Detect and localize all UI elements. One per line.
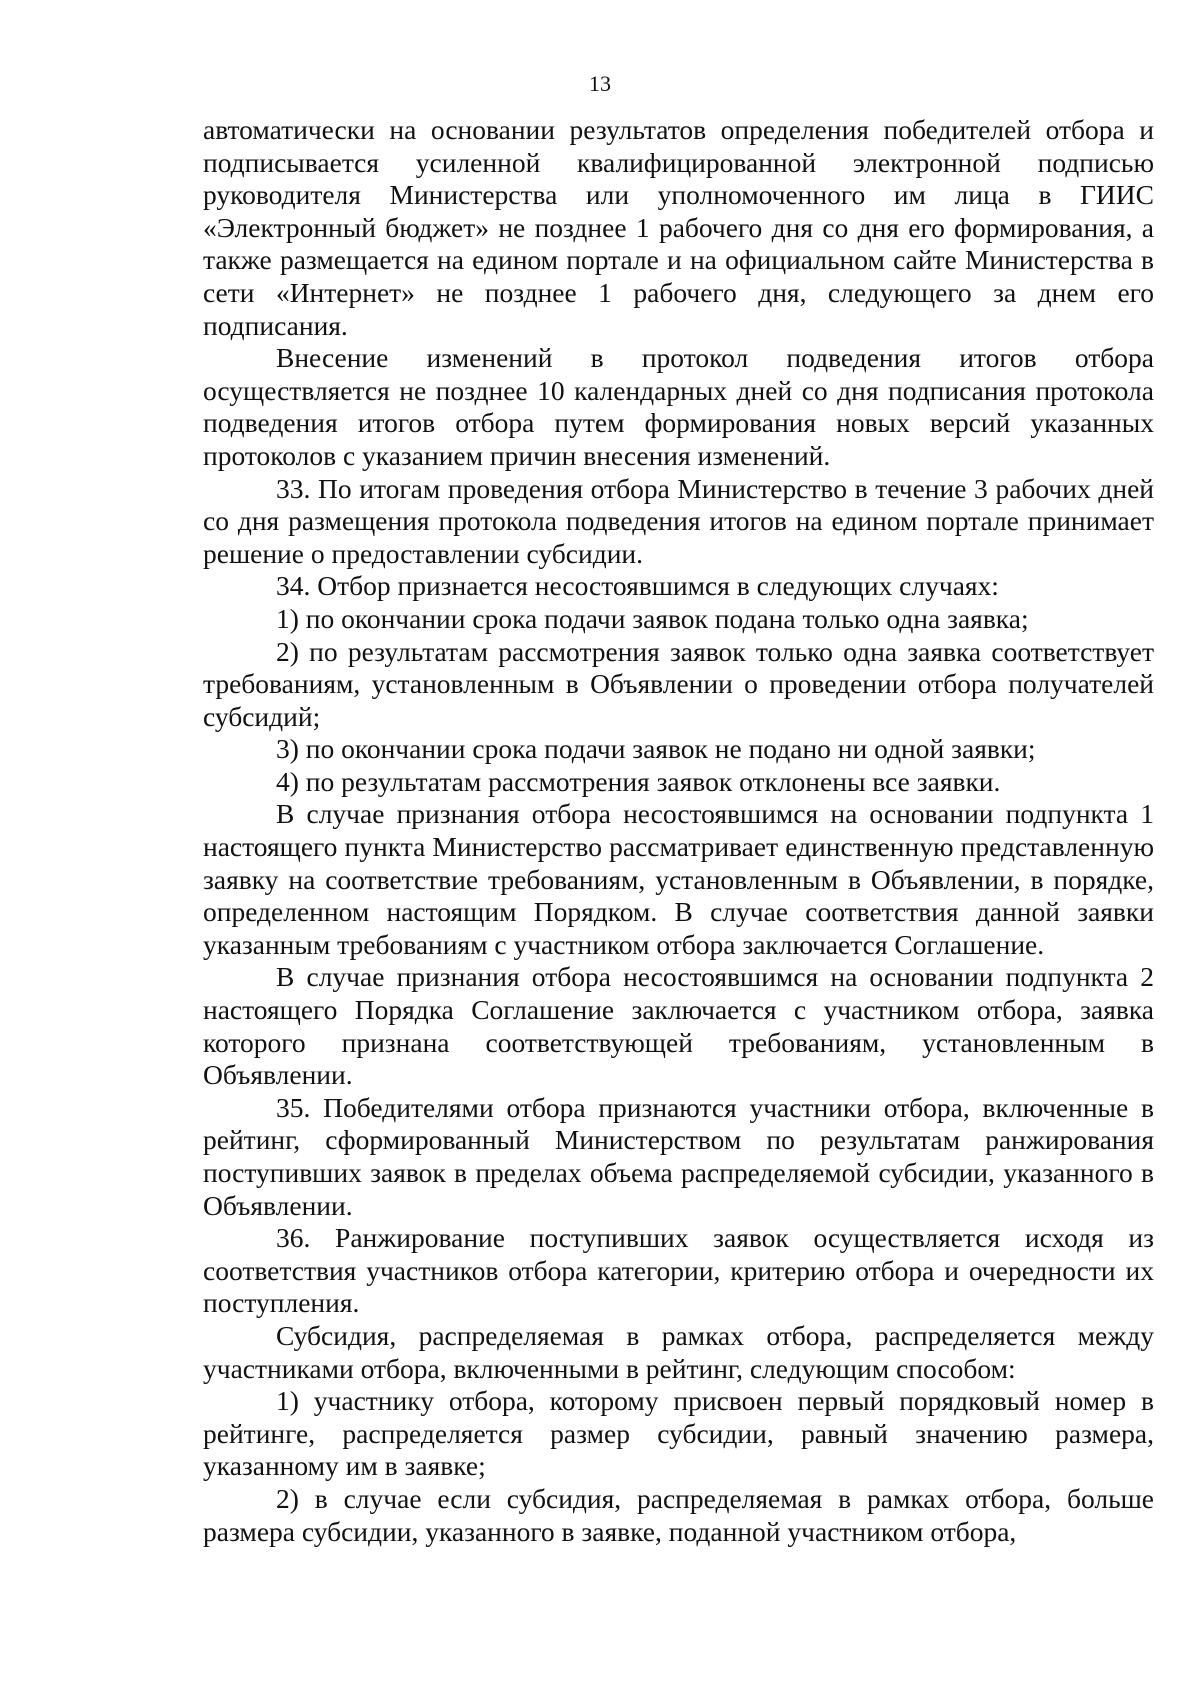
document-body	[203, 114, 1154, 1548]
page-number: 13	[589, 71, 611, 96]
list-item: 4) по результатам рассмотрения заявок отклонены все заявки.	[276, 765, 1001, 797]
paragraph: автоматически на основании результатов определения победителей отбора и подписывается усиленной квалифицированной электронной подписью руководителя Министерства или уполномоченного им лица в ГИИС «Электронный бюджет» не позднее 1 рабочего дня со дня его формирования, а также размещается на едином портале и на официальном сайте Министерства в сети «Интернет» не позднее 1 рабочего дня, следующего за днем его подписания.	[203, 114, 1154, 341]
paragraph: 35. Победителями отбора признаются участники отбора, включенные в рейтинг, сформированный Министерством по результатам ранжирования поступивших заявок в пределах объема распределяемой субсидии, указанного в Объявлении.	[203, 1091, 1154, 1221]
paragraph: 36. Ранжирование поступивших заявок осуществляется исходя из соответствия участников отбора категории, критерию отбора и очередности их поступления.	[203, 1222, 1154, 1319]
paragraph: 33. По итогам проведения отбора Министерство в течение 3 рабочих дней со дня размещения протокола подведения итогов на едином портале принимает решение о предоставлении субсидии.	[203, 472, 1154, 569]
list-item: 1) участнику отбора, которому присвоен первый порядковый номер в рейтинге, распределяется размер субсидии, равный значению размера, указанному им в заявке;	[203, 1385, 1154, 1482]
paragraph: В случае признания отбора несостоявшимся на основании подпункта 2 настоящего Порядка Соглашение заключается с участником отбора, заявка которого признана соответствующей требованиям, установленным в Объявлении.	[203, 961, 1154, 1091]
paragraph: Внесение изменений в протокол подведения итогов отбора осуществляется не позднее 10 календарных дней со дня подписания протокола подведения итогов отбора путем формирования новых версий указанных протоколов с указанием причин внесения изменений.	[203, 342, 1154, 471]
paragraph: 34. Отбор признается несостоявшимся в следующих случаях:	[276, 570, 999, 602]
list-item: 2) в случае если субсидия, распределяемая в рамках отбора, больше размера субсидии, указанного в заявке, поданной участником отбора,	[203, 1482, 1154, 1547]
paragraph: Субсидия, распределяемая в рамках отбора, распределяется между участниками отбора, включенными в рейтинг, следующим способом:	[203, 1319, 1154, 1384]
list-item: 1) по окончании срока подачи заявок подана только одна заявка;	[276, 602, 1029, 634]
list-item: 3) по окончании срока подачи заявок не подано ни одной заявки;	[276, 733, 1036, 765]
paragraph: В случае признания отбора несостоявшимся на основании подпункта 1 настоящего пункта Министерство рассматривает единственную представленную заявку на соответствие требованиям, установленным в Объявлении, в порядке, определенном настоящим Порядком. В случае соответствия данной заявки указанным требованиям с участником отбора заключается Соглашение.	[203, 798, 1154, 960]
list-item: 2) по результатам рассмотрения заявок только одна заявка соответствует требованиям, установленным в Объявлении о проведении отбора получателей субсидий;	[203, 635, 1154, 732]
